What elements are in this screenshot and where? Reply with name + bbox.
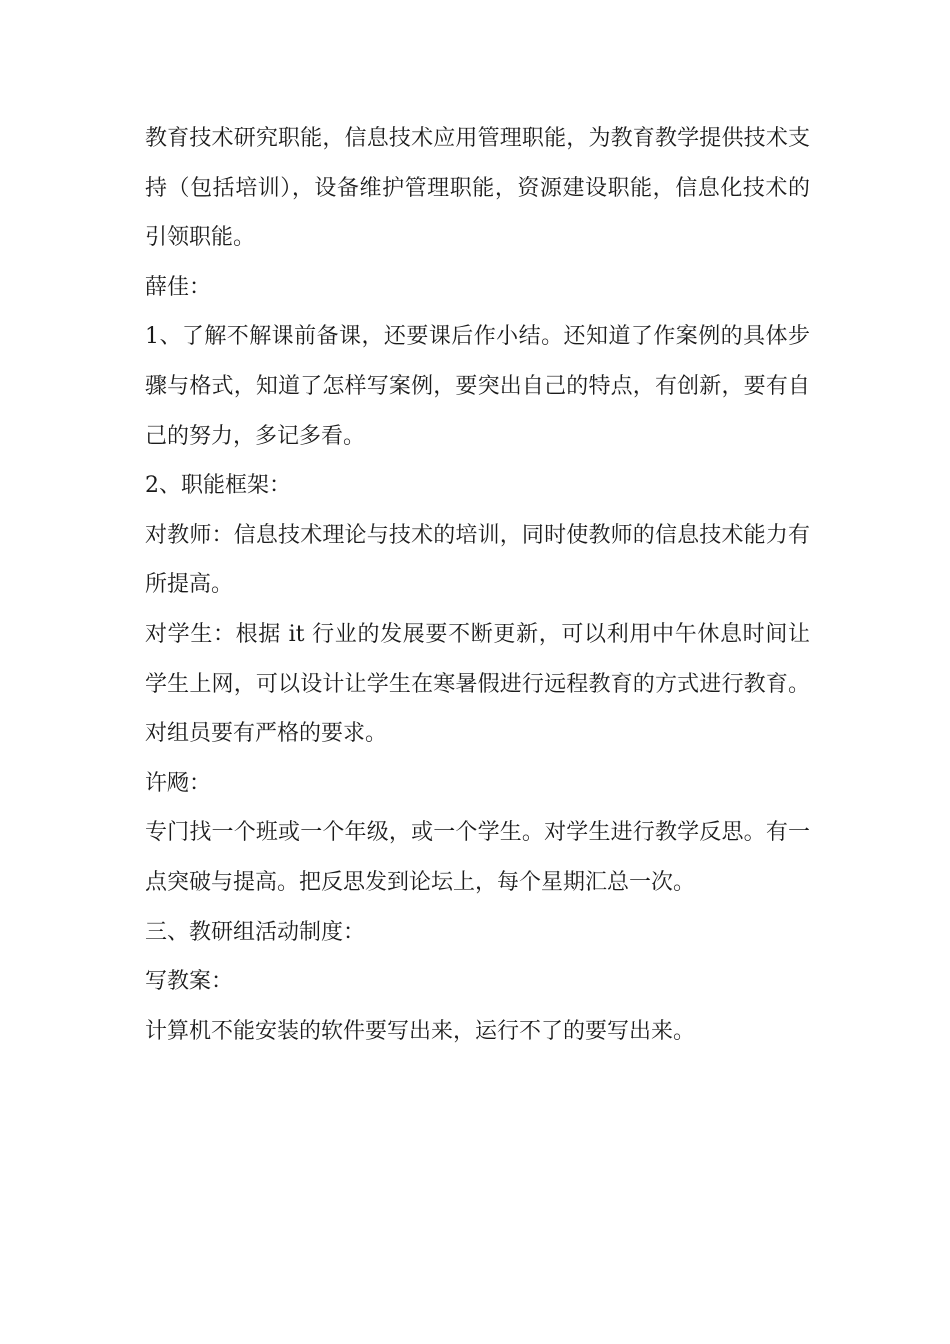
paragraph-software-note: 计算机不能安装的软件要写出来，运行不了的要写出来。 (145, 1018, 696, 1044)
subheading-lesson-plan: 写教案： (145, 969, 234, 995)
paragraph-item-2-heading: 2、职能框架： (145, 473, 291, 499)
paragraph-reflection: 专门找一个班或一个年级，或一个学生。对学生进行教学反思。有一点突破与提高。把反思发到论坛上，每个星期汇总一次。 (145, 820, 810, 895)
document-body (145, 114, 810, 1056)
paragraph-for-students: 对学生：根据 it 行业的发展要不断更新，可以利用中午休息时间让学生上网，可以设计让学生在寒暑假进行远程教育的方式进行教育。对组员要有严格的要求。 (145, 621, 810, 747)
paragraph-for-teachers: 对教师：信息技术理论与技术的培训，同时使教师的信息技术能力有所提高。 (145, 522, 810, 598)
paragraph-functions: 教育技术研究职能，信息技术应用管理职能，为教育教学提供技术支持（包括培训），设备维护管理职能，资源建设职能，信息化技术的引领职能。 (145, 126, 810, 251)
speaker-xu-yang: 许飏： (145, 770, 212, 796)
speaker-xue-jia: 薛佳： (145, 274, 212, 300)
paragraph-item-1: 1、了解不解课前备课，还要课后作小结。还知道了作案例的具体步骤与格式，知道了怎样写案例，要突出自己的特点，有创新，要有自己的努力，多记多看。 (145, 324, 810, 449)
section-heading-activity-system: 三、教研组活动制度： (145, 919, 366, 945)
